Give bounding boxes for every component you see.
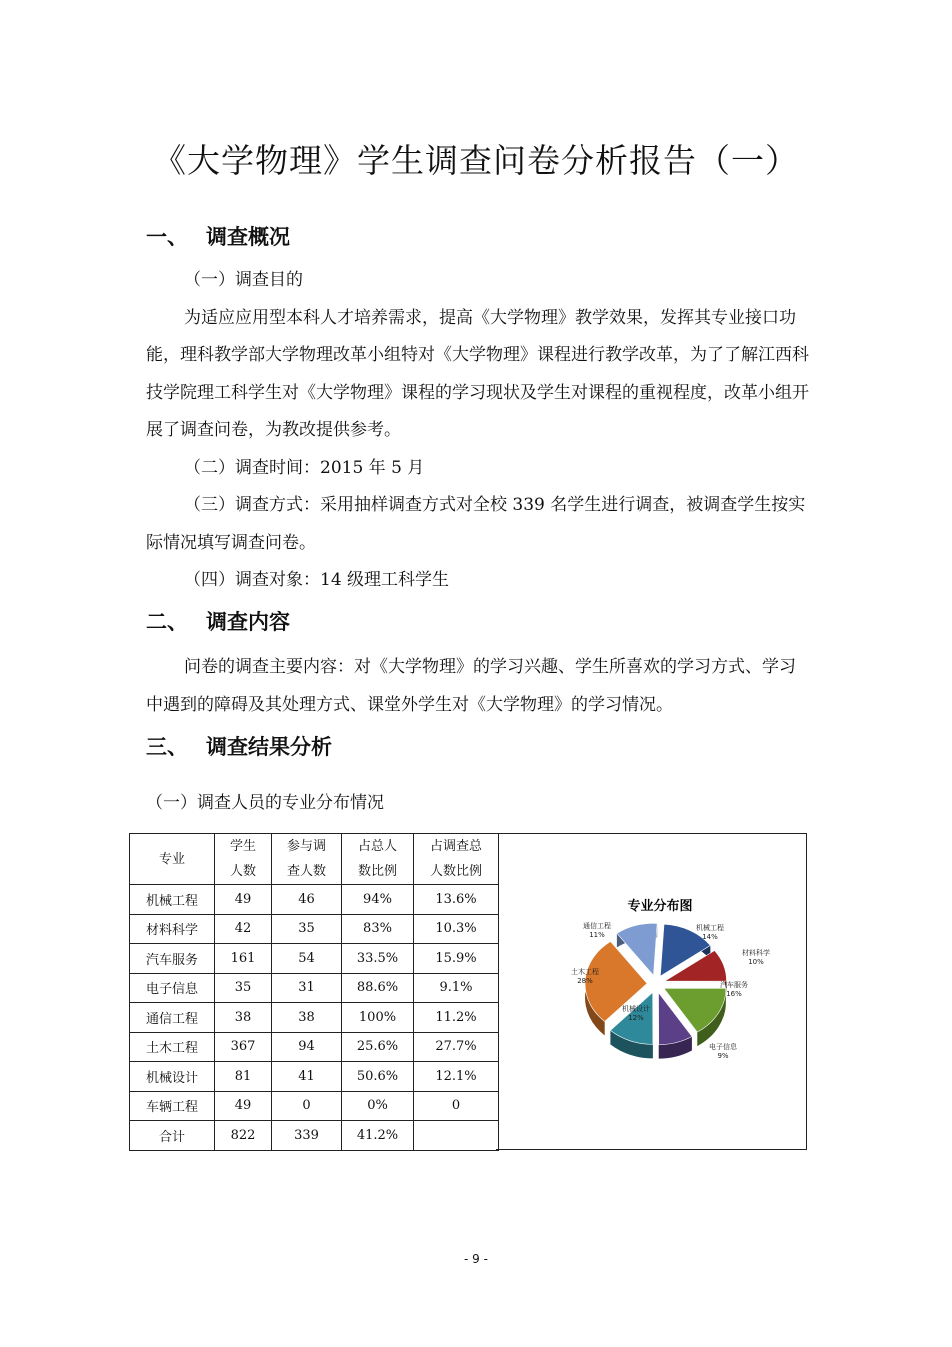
pie-label-value: 9% (717, 1052, 729, 1060)
section-heading-overview (146, 222, 290, 252)
survey-time: （二）调查时间：2015 年 5 月 (184, 457, 425, 478)
major-distribution-pie-chart (496, 834, 807, 1151)
pie-label-value: 10% (748, 958, 764, 966)
pie-label-category: 机械设计 (622, 1005, 650, 1013)
pie-label-value: 14% (702, 933, 718, 941)
pie-label-category: 机械工程 (696, 924, 724, 932)
purpose-text: 为适应应用型本科人才培养需求，提高《大学物理》教学效果，发挥其专业接口功能，理科教学部大学物理改革小组特对《大学物理》课程进行教学改革，为了了解江西科技学院理工科学生对《大学物理》课程的学习现状及学生对课程的重视程度，改革小组开展了调查问卷，为教改提供参考。 (146, 307, 809, 440)
table-row: 材料科学 42 35 83% 10.3% (130, 914, 499, 944)
table-row: 通信工程 38 38 100% 11.2% (130, 1003, 499, 1033)
section-number: 三、 (146, 735, 188, 759)
content-text: 问卷的调查主要内容：对《大学物理》的学习兴趣、学生所喜欢的学习方式、学习中遇到的障碍及其处理方式、课堂外学生对《大学物理》的学习情况。 (146, 657, 796, 715)
pie-label-value: 12% (628, 1014, 644, 1022)
pie-label-value: 28% (577, 977, 593, 985)
purpose-heading: （一）调查目的 (184, 270, 303, 290)
table-row: 土木工程 367 94 25.6% 27.7% (130, 1032, 499, 1062)
table-header-cell: 占调查总 人数比例 (414, 834, 499, 885)
pie-label-value: 16% (726, 990, 742, 998)
section-title: 调查概况 (206, 225, 290, 249)
major-distribution-table (129, 833, 499, 1151)
pie-label-category: 汽车服务 (720, 981, 748, 989)
table-header-cell: 学生 人数 (215, 834, 272, 885)
pie-label-category: 通信工程 (583, 922, 611, 930)
page-title: 《大学物理》学生调查问卷分析报告（一） (153, 141, 799, 180)
section-heading-content (146, 607, 290, 637)
table-row: 汽车服务 161 54 33.5% 15.9% (130, 944, 499, 974)
table-header-cell: 参与调 查人数 (272, 834, 342, 885)
survey-method: （三）调查方式：采用抽样调查方式对全校 339 名学生进行调查，被调查学生按实际情况填写调查问卷。 (146, 495, 806, 553)
table-row: 机械设计 81 41 50.6% 12.1% (130, 1062, 499, 1092)
table-row: 合计 822 339 41.2% (130, 1121, 499, 1151)
section-number: 一、 (146, 225, 188, 249)
table-row: 车辆工程 49 0 0% 0 (130, 1091, 499, 1121)
table-row: 机械工程 49 46 94% 13.6% (130, 885, 499, 915)
overview-body (146, 262, 810, 600)
page-number: - 9 - (464, 1252, 488, 1266)
table-row: 电子信息 35 31 88.6% 9.1% (130, 973, 499, 1003)
section-number: 二、 (146, 610, 188, 634)
pie-chart-panel (496, 833, 807, 1150)
table-header-cell: 专业 (130, 834, 215, 885)
results-subheading: （一）调查人员的专业分布情况 (146, 793, 384, 813)
section-heading-results (146, 732, 332, 762)
pie-label-category: 土木工程 (571, 968, 599, 976)
table-header-row (130, 834, 499, 885)
pie-label-category: 材料科学 (742, 949, 770, 957)
table-header-cell: 占总人 数比例 (342, 834, 414, 885)
section-title: 调查内容 (206, 610, 290, 634)
chart-title: 专业分布图 (627, 899, 693, 914)
pie-label-value: 11% (589, 931, 605, 939)
section-title: 调查结果分析 (206, 735, 332, 759)
survey-target: （四）调查对象：14 级理工科学生 (184, 570, 450, 590)
content-body (146, 649, 810, 724)
pie-label-category: 电子信息 (709, 1043, 737, 1051)
